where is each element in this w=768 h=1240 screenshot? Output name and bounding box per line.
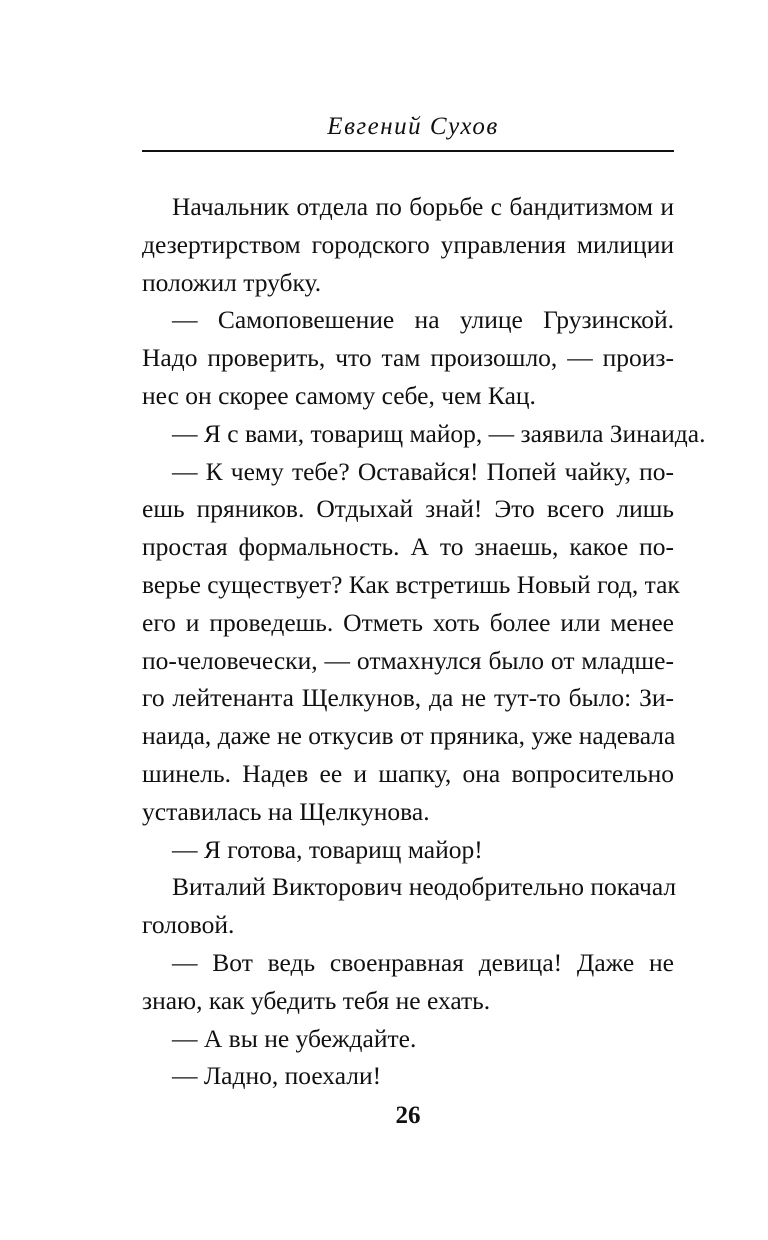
text-line: дезертирством городского управления милиции [142,229,674,259]
paragraph [142,1020,674,1058]
header-author: Евгений Сухов [327,113,499,140]
paragraph [142,944,674,1020]
text-line: — Самоповешение на улице Грузинской. [172,305,674,335]
text-line: нес он скорее самому себе, чем Кац. [142,380,536,410]
text-line: знаю, как убедить тебя не ехать. [142,985,491,1015]
text-line: го лейтенанта Щелкунов, да не тут-то было: Зи- [142,683,674,713]
text-line: — К чему тебе? Оставайся! Попей чайку, по- [172,456,674,486]
text-line: уставилась на Щелкунова. [142,796,430,826]
text-line: положил трубку. [142,267,322,297]
text-line: Начальник отдела по борьбе с бандитизмом и [172,192,674,221]
text-line: головой. [142,910,235,940]
text-line: шинель. Надев ее и шапку, она вопросительно [142,758,674,788]
text-line: простая формальность. А то знаешь, какое по- [142,532,674,562]
text-line: Надо проверить, что там произошло, — произ- [142,343,674,373]
text-line: его и проведешь. Отметь хоть более или менее [142,607,674,637]
text-line: по-человечески, — отмахнулся было от младше- [142,645,674,675]
page-number: 26 [395,1102,421,1129]
text-line: ешь пряников. Отдыхай знай! Это всего лишь [142,494,674,524]
text-line: — Я готова, товарищ майор! [172,834,483,864]
body-text [142,188,706,1095]
running-header [142,112,674,152]
text-line: — Ладно, поехали! [172,1061,382,1091]
paragraph [142,188,674,301]
text-line: верье существует? Как встретишь Новый год, так [142,569,680,599]
paragraph [142,415,706,453]
paragraph [142,1057,674,1095]
text-line: наида, даже не откусив от пряника, уже надевала [142,721,676,751]
paragraph [142,453,680,831]
text-line: Виталий Викторович неодобрительно покачал [172,872,677,902]
paragraph [142,301,674,414]
text-line: — А вы не убеждайте. [172,1023,417,1053]
text-line: — Вот ведь своенравная девица! Даже не [172,947,674,977]
paragraph [142,831,674,869]
text-line: — Я с вами, товарищ майор, — заявила Зинаида. [172,418,706,448]
paragraph [142,868,677,944]
